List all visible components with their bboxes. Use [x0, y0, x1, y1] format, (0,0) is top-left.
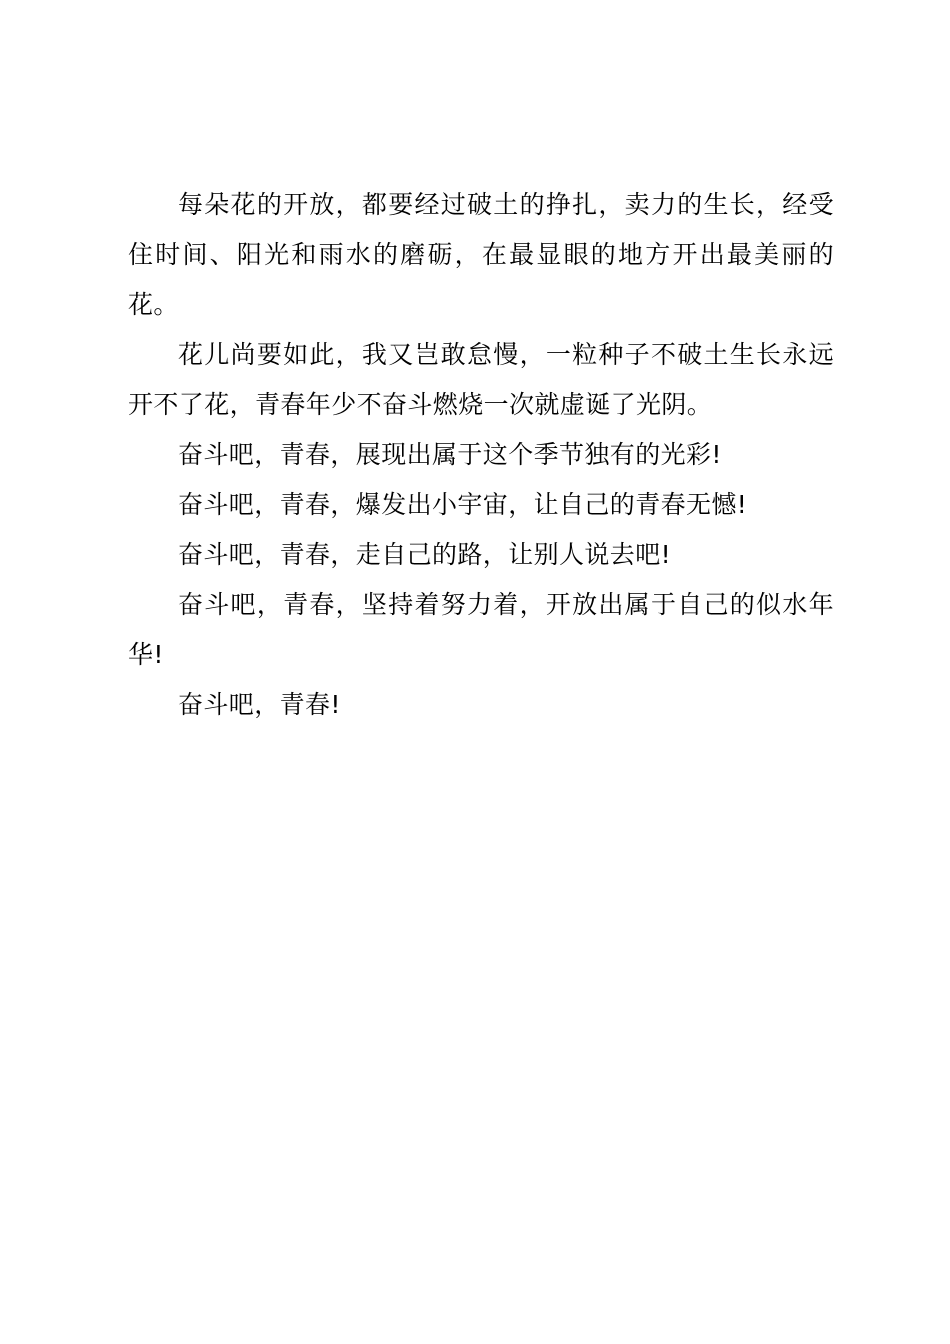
paragraph-1: 每朵花的开放，都要经过破土的挣扎，卖力的生长，经受住时间、阳光和雨水的磨砺，在最显眼的地方开出最美丽的花。	[128, 190, 834, 319]
paragraph-5: 奋斗吧，青春，走自己的路，让别人说去吧!	[178, 540, 672, 569]
paragraph-7: 奋斗吧，青春!	[178, 690, 341, 719]
paragraph-2: 花儿尚要如此，我又岂敢怠慢，一粒种子不破土生长永远开不了花，青春年少不奋斗燃烧一次就虚诞了光阴。	[128, 340, 834, 419]
paragraph-6: 奋斗吧，青春，坚持着努力着，开放出属于自己的似水年华!	[128, 590, 834, 669]
paragraph-4: 奋斗吧，青春，爆发出小宇宙，让自己的青春无憾!	[178, 490, 748, 519]
paragraph-3: 奋斗吧，青春，展现出属于这个季节独有的光彩!	[178, 440, 722, 469]
document-body	[128, 180, 834, 730]
